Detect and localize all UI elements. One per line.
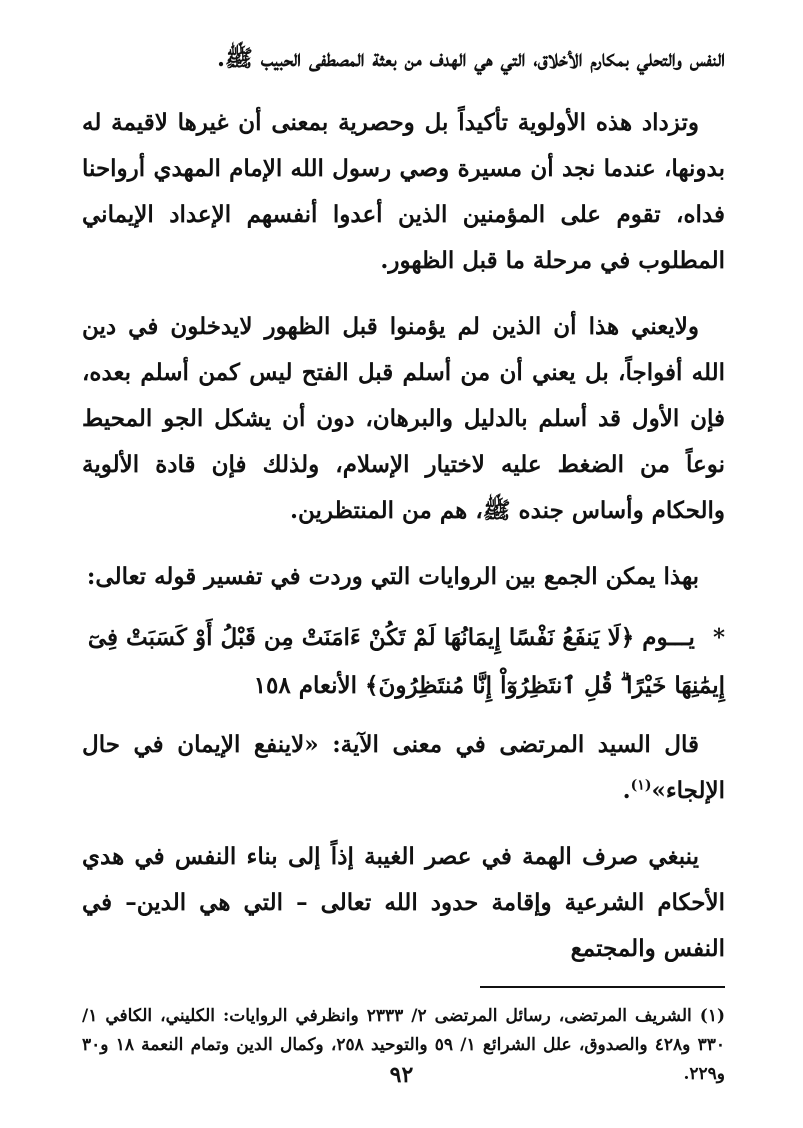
paragraph-murtada-quote bbox=[82, 722, 725, 814]
footnote-divider bbox=[480, 986, 725, 988]
quote-period: . bbox=[622, 777, 631, 804]
paragraph-occultation: ينبغي صرف الهمة في عصر الغيبة إذاً إلى بناء النفس في هدي الأحكام الشرعية وإقامة حدود الله تعالى – التي هي الدين– في النفس والمجتمع bbox=[82, 843, 725, 962]
page-number: ٩٢ bbox=[389, 1062, 414, 1088]
paragraph-priority: وتزداد هذه الأولوية تأكيداً بل وحصرية بمعنى أن غيرها لاقيمة له بدونها، عندما نجد أن مسيرة وصي رسول الله الإمام المهدي أرواحنا فداه، تقوم على المؤمنين الذين أعدوا أنفسهم الإعداد الإيماني المطلوب في مرحلة ما قبل الظهور. bbox=[82, 109, 725, 274]
quran-verse bbox=[82, 614, 725, 710]
paragraph-believers: ولايعني هذا أن الذين لم يؤمنوا قبل الظهور لايدخلون في دين الله أفواجاً، بل يعني أن من أسلم قبل الفتح ليس كمن أسلم بعده، فإن الأول قد أسلم بالدليل والبرهان، دون أن يشكل الجو المحيط نوعاً من الضغط عليه لاختيار الإسلام، ولذلك فإن قادة الألوية والحكام وأساس جنده ﷺ، هم من المنتظرين. bbox=[82, 313, 725, 524]
footnote-text: (١) الشريف المرتضى، رسائل المرتضى ٢/ ٢٣٣٣ وانظرفي الروايات: الكليني، الكافي ١/ ٣٣٠ و٤٢٨ والصدوق، علل الشرائع ١/ ٥٩ والتوحيد ٢٥٨، وكمال الدين وتمام النعمة ١٨ و٣٠ و٢٢٩. bbox=[82, 1006, 725, 1084]
verse-text: يـــوم ﴿لَا يَنفَعُ نَفْسًا إِيمَانُهَا لَمْ تَكُنْ ءَامَنَتْ مِن قَبْلُ أَوْ كَسَبَتْ فِىٓ إِيمَٰنِهَا خَيْرًا ۗ قُلِ ٱنتَظِرُوٓاْ إِنَّا مُنتَظِرُونَ﴾ الأنعام ١٥٨ bbox=[87, 624, 725, 699]
footnote-reference: (١) bbox=[630, 777, 652, 794]
verse-star-marker: * bbox=[712, 624, 725, 651]
paragraph-continuation: النفس والتحلي بمكارم الأخلاق، التي هي الهدف من بعثة المصطفى الحبيب ﷺ. bbox=[217, 45, 725, 72]
paragraph-intro-verse: بهذا يمكن الجمع بين الروايات التي وردت في تفسير قوله تعالى: bbox=[86, 563, 699, 590]
quote-text: قال السيد المرتضى في معنى الآية: «لاينفع الإيمان في حال الإلجاء» bbox=[82, 731, 725, 804]
